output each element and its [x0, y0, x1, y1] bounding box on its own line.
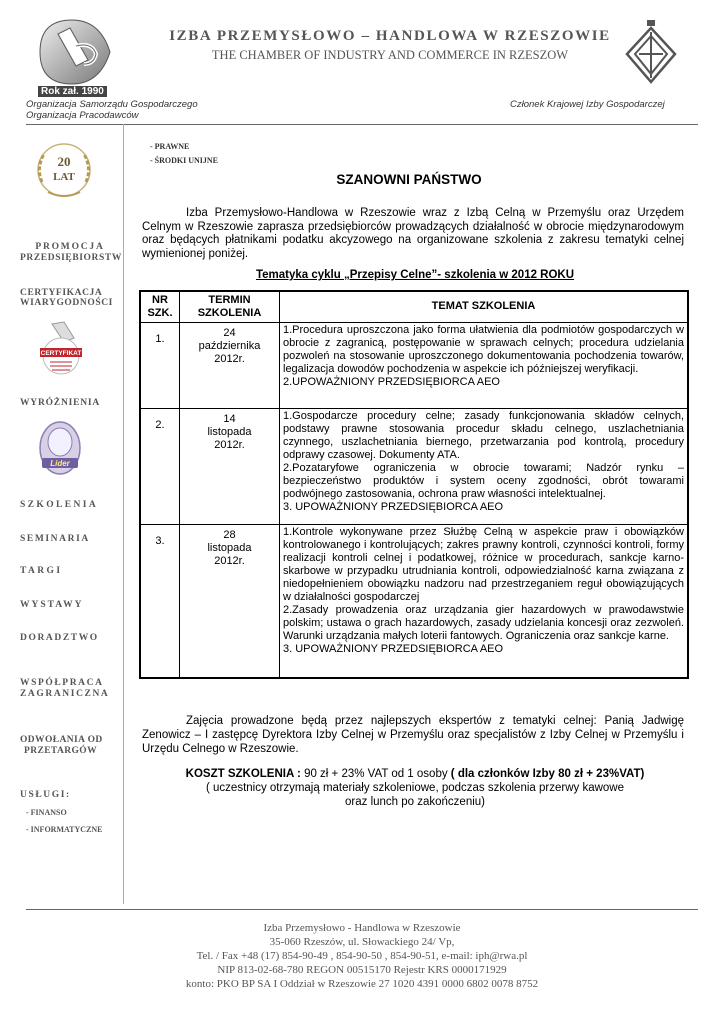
col-date-header — [180, 291, 280, 322]
sidebar-wyroznienia[interactable]: WYRÓŻNIENIA — [20, 398, 101, 408]
footer-bank-account: konto: PKO BP SA I Oddział w Rzeszowie 27 1020 4391 0000 6802 0078 8752 — [185, 978, 539, 990]
sidebar-szkolenia[interactable]: SZKOLENIA — [20, 500, 99, 510]
kig-logo-icon — [625, 18, 677, 88]
chamber-title: IZBA PRZEMYSŁOWO – HANDLOWA W RZESZOWIE — [169, 28, 611, 44]
col-nr-header — [140, 291, 180, 322]
page-title: SZANOWNI PAŃSTWO — [336, 172, 482, 187]
sidebar-cert-1[interactable]: CERTYFIKACJA — [20, 288, 103, 298]
row-date-day: 24 — [223, 326, 236, 339]
row-nr: 1. — [140, 322, 180, 408]
topic-item-1: 1.Procedura uproszczona jako forma ułatwienia dla podmiotów gospodarczych w obrocie z zagranicą, postępowanie w sprawach celnych; procedura udzielania pozwoleń na stosowanie uproszczonego dokumentowania pochodzenia towarów, legalizacja dowodów pochodzenia w aspekcie ich późniejszej weryfikacji. — [283, 323, 684, 375]
col-nr-label-2: SZK. — [147, 306, 173, 319]
org-line-2: Organizacja Pracodawców — [26, 110, 139, 121]
badge-text-lat: LAT — [53, 171, 75, 183]
footer-registry: NIP 813-02-68-780 REGON 00515170 Rejestr KRS 0000171929 — [217, 964, 507, 976]
intro-paragraph: Izba Przemysłowo-Handlowa w Rzeszowie wraz z Izbą Celną w Przemyślu oraz Urzędem Celnym w Rzeszowie zaprasza przedsiębiorców prowadzących działalność w obrocie międzynarodowym oraz będących płatnikami podatku akcyzowego na organizowane szkolenia z zakresu tematyki celnej wymienionej poniżej. — [142, 207, 684, 260]
footer-contact[interactable]: Tel. / Fax +48 (17) 854-90-49 , 854-90-50 , 854-90-51, e-mail: iph@rwa.pl — [196, 950, 528, 962]
footer-divider — [26, 909, 698, 910]
sidebar-doradztwo[interactable]: DORADZTWO — [20, 633, 99, 643]
row-date — [180, 408, 280, 524]
col-topic-header: TEMAT SZKOLENIA — [280, 291, 689, 322]
sidebar-wspolpraca-2[interactable]: ZAGRANICZNA — [20, 689, 110, 699]
certificate-badge-icon — [38, 320, 84, 378]
footer-line-1: Izba Przemysłowo - Handlowa w Rzeszowie — [263, 922, 461, 934]
member-note: Członek Krajowej Izby Gospodarczej — [510, 99, 665, 110]
col-date-label-1: TERMIN — [208, 293, 251, 306]
established-year: Rok zał. 1990 — [38, 86, 107, 97]
org-line-1: Organizacja Samorządu Gospodarczego — [26, 99, 198, 110]
lider-award-icon — [36, 418, 84, 476]
row-date-year: 2012r. — [214, 554, 245, 567]
cost-price: 90 zł + 23% VAT od 1 osoby — [300, 768, 451, 780]
table-title: Tematyka cyklu „Przepisy Celne”- szkolenia w 2012 ROKU — [255, 269, 575, 281]
col-date-label-2: SZKOLENIA — [197, 306, 262, 319]
row-nr: 3. — [140, 524, 180, 678]
topic-item-2: 2.Pozataryfowe ograniczenia w obrocie towarami; Nadzór rynku – bezpieczeństwo produktów i system oceny zgodności, obrót towarami podwójnego zastosowania, ochrona praw własności intelektualnej. — [283, 461, 684, 500]
lider-text: Lider — [50, 459, 70, 468]
cost-label: KOSZT SZKOLENIA : — [185, 768, 301, 780]
experts-paragraph: Zajęcia prowadzone będą przez najlepszych ekspertów z tematyki celnej: Panią Jadwigę Zenowicz – I zastępcę Dyrektora Izby Celnej w Przemyślu oraz specjalistów z Izby Celnej w Przemyślu i Urzędu Celnego w Rzeszowie. — [142, 715, 684, 755]
sidebar-wystawy[interactable]: WYSTAWY — [20, 600, 84, 610]
row-date-year: 2012r. — [214, 438, 245, 451]
cost-line — [140, 768, 690, 782]
sidebar-finanso[interactable]: - FINANSO — [26, 808, 67, 817]
row-date-day: 28 — [223, 528, 236, 541]
chamber-subtitle: THE CHAMBER OF INDUSTRY AND COMMERCE IN RZESZOW — [211, 48, 569, 62]
topic-item-3: 3. UPOWAŻNIONY PRZEDSIĘBIORCA AEO — [283, 500, 504, 513]
row-topic — [280, 408, 689, 524]
ip-logo-icon — [30, 12, 120, 92]
col-nr-label-1: NR — [152, 293, 168, 306]
cost-block — [140, 768, 690, 809]
cost-note-1: ( uczestnicy otrzymają materiały szkoleniowe, podczas szkolenia przerwy kawowe — [206, 781, 624, 794]
topic-item-1: 1.Gospodarcze procedury celne; zasady funkcjonowania składów celnych, podstawy prawne stosowania procedur składu celnego, uszlachetniania czynnego, uszlachetniania biernego, przetwarzania pod kontrolą, procedury odprawy czasowej. Dokumenty ATA. — [283, 409, 684, 461]
table-row — [140, 322, 688, 408]
badge-text-20: 20 — [57, 154, 71, 169]
topic-item-2: 2.Zasady prowadzenia oraz urządzania gier hazardowych w prawodawstwie polskim; ustawa o grach hazardowych, zasady udzielania koncesji oraz zezwoleń. Warunki urządzania małych loterii fantowych. Ograniczenia oraz sankcje karne. — [283, 603, 684, 642]
row-date-day: 14 — [223, 412, 236, 425]
anniversary-laurel-icon — [30, 138, 98, 206]
header-divider — [26, 124, 698, 125]
cost-members: ( dla członków Izby 80 zł + 23%VAT) — [450, 768, 645, 780]
sidebar-odwolania-2[interactable]: PRZETARGÓW — [24, 746, 97, 756]
sidebar-promocja-2[interactable]: PRZEDSIĘBIORSTW — [20, 253, 122, 263]
topic-item-1: 1.Kontrole wykonywane przez Służbę Celną w aspekcie praw i obowiązków kontrolowanego i kontrolujących; zakres prawny kontroli, czynności kontroli, formy realizacji kontroli celnej i podatkowej, różnice w procedurach, sankcje karno-skarbowe w przypadku utrudniania kontroli, odpowiedzialność karna związana z niedopełnieniem obowiązku nadzoru nad przestrzeganiem reguł obowiązujących w działalności gospodarczej — [283, 525, 684, 603]
table-header-row — [140, 291, 688, 322]
tag-srodki-unijne: - ŚRODKI UNIJNE — [150, 156, 219, 165]
tag-prawne: - PRAWNE — [150, 142, 190, 151]
sidebar-odwolania-1[interactable]: ODWOŁANIA OD — [20, 735, 103, 745]
sidebar-uslugi: USŁUGI: — [20, 790, 71, 800]
footer-address: 35-060 Rzeszów, ul. Słowackiego 24/ Vp, — [269, 936, 455, 948]
topic-item-3: 3. UPOWAŻNIONY PRZEDSIĘBIORCA AEO — [283, 642, 504, 655]
table-row — [140, 408, 688, 524]
row-date — [180, 524, 280, 678]
table-row — [140, 524, 688, 678]
sidebar-divider — [123, 124, 124, 904]
row-date — [180, 322, 280, 408]
sidebar-promocja-1[interactable]: PROMOCJA — [35, 242, 105, 252]
sidebar-cert-2[interactable]: WIARYGODNOŚCI — [20, 298, 113, 308]
sidebar-informatyczne[interactable]: - INFORMATYCZNE — [26, 825, 103, 834]
row-date-month: października — [198, 339, 261, 352]
cost-note-2: oraz lunch po zakończeniu) — [345, 795, 485, 808]
row-topic — [280, 524, 689, 678]
row-topic — [280, 322, 689, 408]
row-date-month: listopada — [207, 425, 252, 438]
cert-badge-text: CERTYFIKAT — [40, 350, 82, 357]
sidebar-wspolpraca-1[interactable]: WSPÓŁPRACA — [20, 678, 104, 688]
training-table — [139, 290, 689, 679]
row-date-year: 2012r. — [214, 352, 245, 365]
topic-item-2: 2.UPOWAŻNIONY PRZEDSIĘBIORCA AEO — [283, 375, 500, 388]
sidebar-seminaria[interactable]: SEMINARIA — [20, 534, 90, 544]
sidebar-targi[interactable]: TARGI — [20, 566, 63, 576]
row-date-month: listopada — [207, 541, 252, 554]
row-nr: 2. — [140, 408, 180, 524]
